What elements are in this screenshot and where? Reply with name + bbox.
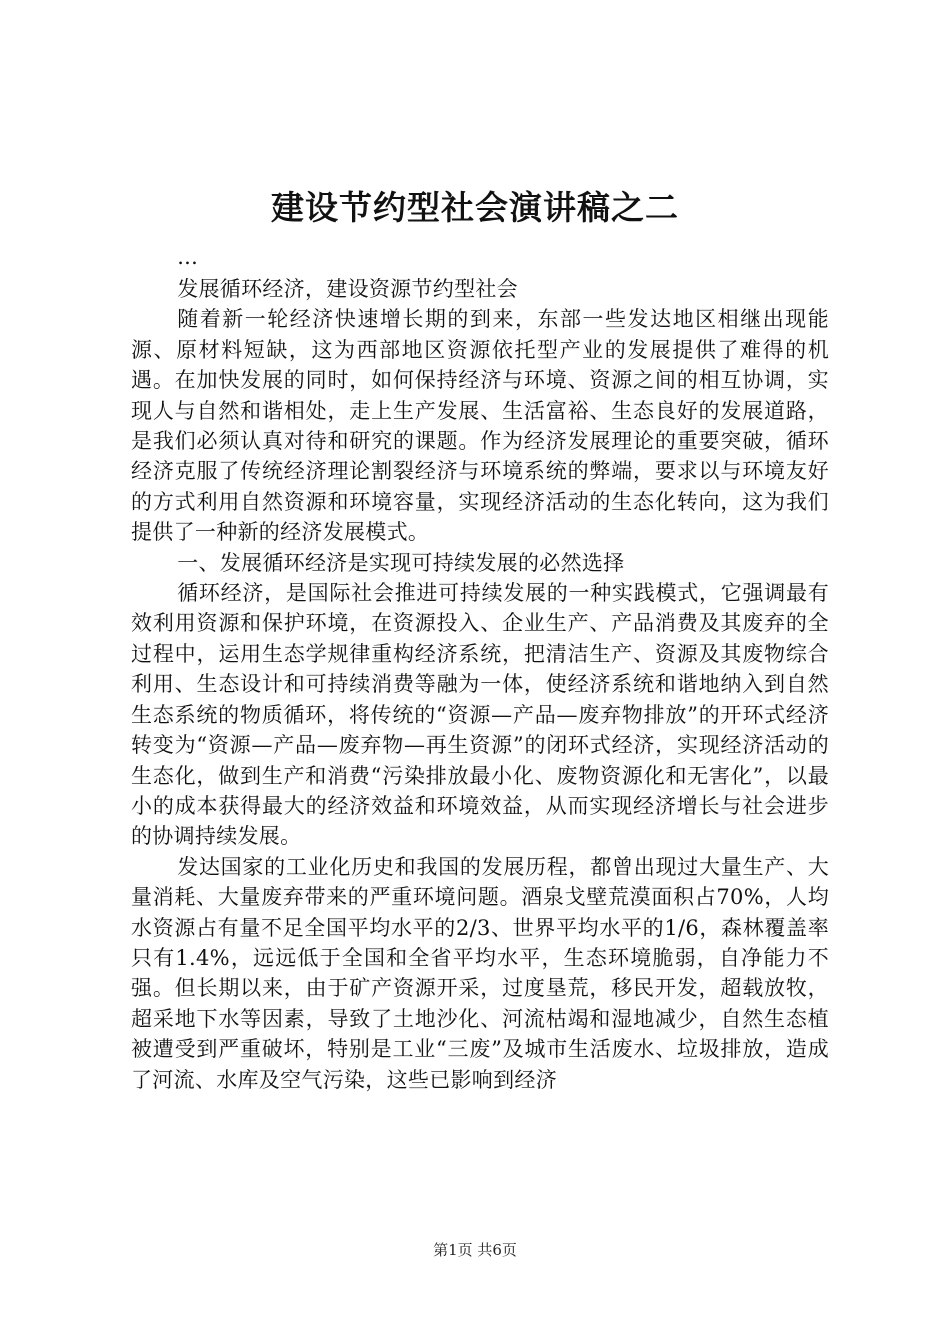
ellipsis-marker: ...: [177, 245, 199, 269]
paragraph-intro: 随着新一轮经济快速增长期的到来，东部一些发达地区相继出现能源、原材料短缺，这为西部地区资源依托型产业的发展提供了难得的机遇。在加快发展的同时，如何保持经济与环境、资源之间的相互协调，实现人与自然和谐相处，走上生产发展、生活富裕、生态良好的发展道路，是我们必须认真对待和研究的课题。作为经济发展理论的重要突破，循环经济克服了传统经济理论割裂经济与环境系统的弊端，要求以与环境友好的方式利用自然资源和环境容量，实现经济活动的生态化转向，这为我们提供了一种新的经济发展模式。: [131, 307, 829, 545]
section-heading-one: 一、发展循环经济是实现可持续发展的必然选择: [177, 550, 625, 575]
document-body: [131, 244, 829, 1095]
page-footer: 第1页 共6页: [433, 1241, 517, 1259]
document-title: 建设节约型社会演讲稿之二: [271, 188, 679, 227]
paragraph-subtitle: 发展循环经济，建设资源节约型社会: [177, 277, 518, 301]
paragraph-circular-economy: 循环经济，是国际社会推进可持续发展的一种实践模式，它强调最有效利用资源和保护环境，在资源投入、企业生产、产品消费及其废弃的全过程中，运用生态学规律重构经济系统，把清洁生产、资源及其废物综合利用、生态设计和可持续消费等融为一体，使经济系统和谐地纳入到自然生态系统的物质循环，将传统的“资源—产品—废弃物排放”的开环式经济转变为“资源—产品—废弃物—再生资源”的闭环式经济，实现经济活动的生态化，做到生产和消费“污染排放最小化、废物资源化和无害化”，以最小的成本获得最大的经济效益和环境效益，从而实现经济增长与社会进步的协调持续发展。: [131, 581, 829, 849]
paragraph-environment-issues: 发达国家的工业化历史和我国的发展历程，都曾出现过大量生产、大量消耗、大量废弃带来的严重环境问题。酒泉戈壁荒漠面积占70%，人均水资源占有量不足全国平均水平的2/3、世界平均水平的1/6，森林覆盖率只有1.4%，远远低于全国和全省平均水平，生态环境脆弱，自净能力不强。但长期以来，由于矿产资源开采，过度垦荒，移民开发，超载放牧，超采地下水等因素，导致了土地沙化、河流枯竭和湿地减少，自然生态植被遭受到严重破坏，特别是工业“三废”及城市生活废水、垃圾排放，造成了河流、水库及空气污染，这些已影响到经济: [131, 854, 829, 1092]
